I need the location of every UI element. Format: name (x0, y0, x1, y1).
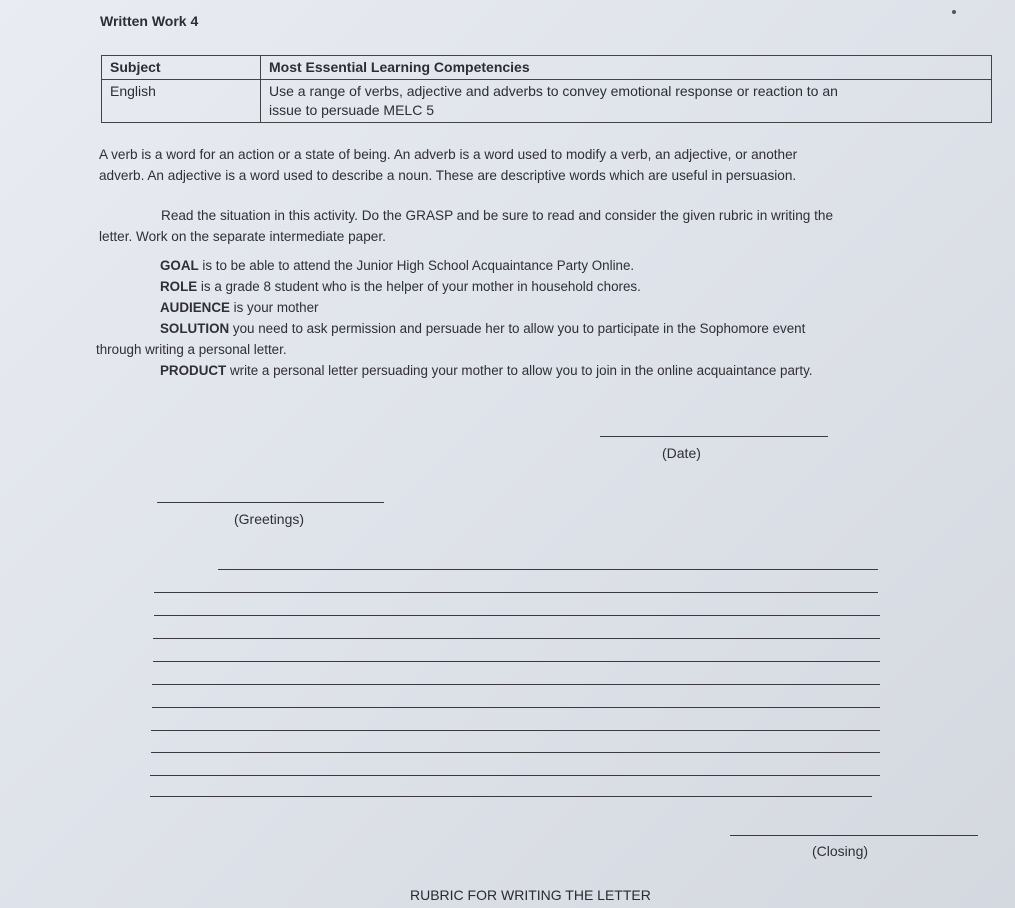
grasp-text: is your mother (229, 300, 319, 315)
competency-cell (261, 80, 992, 123)
body-line (153, 638, 880, 639)
grasp-audience (96, 297, 976, 318)
competency-line: Use a range of verbs, adjective and adverbs to convey emotional response or reaction to an (269, 83, 838, 99)
grasp-product (96, 360, 976, 381)
instructions-line: letter. Work on the separate intermediate paper. (99, 229, 386, 244)
grasp-role (96, 276, 976, 297)
grasp-label: GOAL (160, 258, 199, 273)
grasp-text: you need to ask permission and persuade her to allow you to participate in the Sophomore event (229, 321, 806, 336)
greetings-label: (Greetings) (234, 511, 305, 527)
competency-header: Most Essential Learning Competencies (261, 56, 992, 80)
body-line (218, 569, 878, 570)
grasp-label: AUDIENCE (160, 300, 230, 315)
instructions-line: Read the situation in this activity. Do the GRASP and be sure to read and consider the given rubric in writing the (161, 208, 834, 223)
body-line (154, 615, 880, 616)
body-line (150, 775, 880, 776)
body-line (150, 796, 872, 797)
closing-label: (Closing) (812, 843, 869, 859)
grasp-goal (96, 255, 976, 276)
body-line (152, 684, 880, 685)
grasp-solution-cont: through writing a personal letter. (96, 342, 287, 357)
grasp-label: SOLUTION (160, 321, 230, 336)
subject-cell: English (102, 80, 261, 123)
body-line (151, 730, 880, 731)
grasp-label: ROLE (160, 279, 198, 294)
instructions-paragraph (99, 205, 979, 247)
greetings-line (157, 502, 384, 503)
grasp-solution (96, 318, 976, 339)
date-label: (Date) (662, 445, 701, 461)
competency-line: issue to persuade MELC 5 (269, 102, 434, 118)
table-row (102, 80, 992, 123)
grasp-label: PRODUCT (160, 363, 227, 378)
paper-mark (952, 10, 956, 14)
body-line (153, 661, 880, 662)
intro-line: adverb. An adjective is a word used to describe a noun. These are descriptive words which are useful in persuasion. (99, 168, 797, 183)
rubric-heading: RUBRIC FOR WRITING THE LETTER (410, 887, 651, 903)
grasp-text: write a personal letter persuading your mother to allow you to join in the online acquaintance party. (226, 363, 813, 378)
body-line (151, 752, 880, 753)
competency-table (101, 55, 992, 123)
grasp-section (96, 255, 976, 381)
table-header-row (102, 56, 992, 80)
date-line (600, 436, 828, 437)
body-line (152, 707, 880, 708)
grasp-text: is a grade 8 student who is the helper of your mother in household chores. (197, 279, 641, 294)
closing-line (730, 835, 978, 836)
body-line (154, 592, 878, 593)
intro-line: A verb is a word for an action or a state of being. An adverb is a word used to modify a verb, an adjective, or another (99, 147, 798, 162)
grasp-text: is to be able to attend the Junior High School Acquaintance Party Online. (198, 258, 635, 273)
intro-paragraph (99, 144, 797, 186)
worksheet-title: Written Work 4 (100, 13, 199, 29)
subject-header: Subject (102, 56, 261, 80)
